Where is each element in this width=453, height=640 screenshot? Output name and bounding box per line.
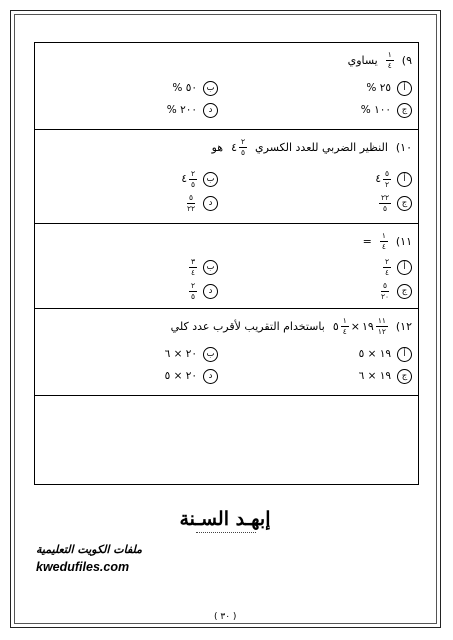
option-value: ٢٠ × ٦ xyxy=(164,348,197,360)
question-number: ١١) xyxy=(395,234,412,248)
numerator: ٢ xyxy=(190,281,195,290)
option-b[interactable] xyxy=(165,343,218,365)
denominator: ٥ xyxy=(241,147,246,157)
option-d[interactable] xyxy=(167,99,218,121)
option-letter-badge: ج xyxy=(397,103,412,118)
option-letter-badge: ب xyxy=(203,347,218,362)
whole-part: ٥ xyxy=(332,319,339,333)
option-letter-badge: ج xyxy=(397,369,412,384)
numerator: ٥ xyxy=(382,281,387,290)
fraction xyxy=(341,317,349,335)
option-letter-badge: د xyxy=(203,196,218,211)
option-letter-badge: أ xyxy=(397,347,412,362)
option-value xyxy=(185,194,197,212)
whole-part: ٤ xyxy=(375,173,381,185)
question-text: باستخدام التقريب لأقرب عدد كلي xyxy=(170,319,325,333)
option-b[interactable] xyxy=(189,256,218,278)
numerator: ١ xyxy=(342,316,347,325)
option-c[interactable] xyxy=(379,280,412,302)
page-number: ( ٣٠ ) xyxy=(214,612,237,622)
option-letter-badge: ج xyxy=(397,196,412,211)
empty-answer-box xyxy=(34,395,419,485)
logo-text: إبهـد السـنة xyxy=(179,508,271,530)
question-number: ١٢) xyxy=(395,319,412,333)
question-9-box xyxy=(34,42,419,130)
numerator: ١١ xyxy=(377,316,386,325)
question-11-header xyxy=(41,230,412,252)
option-c[interactable] xyxy=(361,99,412,121)
question-10-box xyxy=(34,129,419,224)
option-a[interactable] xyxy=(383,256,412,278)
question-12-header xyxy=(41,315,412,337)
option-letter-badge: أ xyxy=(397,172,412,187)
option-letter-badge: ب xyxy=(203,172,218,187)
option-letter-badge: أ xyxy=(397,260,412,275)
option-value xyxy=(181,170,197,188)
fraction xyxy=(383,170,391,188)
numerator: ٢ xyxy=(241,137,246,146)
option-letter-badge: د xyxy=(203,369,218,384)
site-name-arabic: ملفات الكويت التعليمية xyxy=(36,543,143,556)
times-sign: × xyxy=(350,319,360,333)
option-a[interactable] xyxy=(375,168,412,190)
option-value xyxy=(379,194,391,212)
option-value: ٥٠ % xyxy=(172,82,197,94)
question-suffix: = xyxy=(362,234,372,248)
option-d[interactable] xyxy=(189,280,218,302)
denominator: ١٢ xyxy=(377,326,386,336)
numerator: ٥ xyxy=(188,193,193,202)
option-value: ٢٠ × ٥ xyxy=(164,370,197,382)
denominator: ٥ xyxy=(190,291,195,301)
denominator: ٢٠ xyxy=(380,291,389,301)
fraction xyxy=(386,51,394,69)
numerator: ١ xyxy=(387,50,392,59)
fraction xyxy=(376,317,388,335)
mixed-number xyxy=(231,138,247,156)
option-d[interactable] xyxy=(165,365,218,387)
option-letter-badge: ب xyxy=(203,81,218,96)
whole-part: ٤ xyxy=(231,140,238,154)
numerator: ٢٢ xyxy=(380,193,389,202)
question-9-header xyxy=(41,49,412,71)
question-suffix: هو xyxy=(211,140,224,154)
option-value xyxy=(383,258,391,276)
fraction xyxy=(239,138,247,156)
question-number: ١٠) xyxy=(395,140,412,154)
option-value xyxy=(189,282,197,300)
option-a[interactable] xyxy=(366,77,412,99)
denominator: ٤ xyxy=(384,267,389,277)
question-text: النظير الضربي للعدد الكسري xyxy=(255,140,388,154)
numerator: ٢ xyxy=(384,257,389,266)
denominator: ٥ xyxy=(190,179,195,189)
logo-underline xyxy=(196,532,256,534)
option-c[interactable] xyxy=(379,192,412,214)
numerator: ٢ xyxy=(190,169,195,178)
option-letter-badge: ب xyxy=(203,260,218,275)
option-c[interactable] xyxy=(359,365,412,387)
denominator: ٥ xyxy=(382,203,387,213)
option-d[interactable] xyxy=(185,192,218,214)
option-value: ٢٠٠ % xyxy=(166,104,197,116)
fraction xyxy=(189,170,197,188)
question-10-header xyxy=(41,136,412,158)
option-value: ١٩ × ٦ xyxy=(358,370,391,382)
denominator: ٤ xyxy=(387,60,392,70)
question-text: يساوي xyxy=(347,53,378,67)
option-value xyxy=(375,170,391,188)
logo xyxy=(150,508,300,538)
question-number: ٩) xyxy=(401,53,412,67)
whole-part: ٤ xyxy=(181,173,187,185)
option-value xyxy=(189,258,197,276)
option-letter-badge: أ xyxy=(397,81,412,96)
option-value xyxy=(379,282,391,300)
option-value: ٢٥ % xyxy=(366,82,391,94)
denominator: ٢ xyxy=(384,179,389,189)
numerator: ٣ xyxy=(190,257,195,266)
option-value: ١٩ × ٥ xyxy=(358,348,391,360)
option-letter-badge: ج xyxy=(397,284,412,299)
option-b[interactable] xyxy=(181,168,218,190)
denominator: ٤ xyxy=(381,241,386,251)
option-letter-badge: د xyxy=(203,103,218,118)
option-letter-badge: د xyxy=(203,284,218,299)
denominator: ٢٢ xyxy=(186,203,195,213)
denominator: ٤ xyxy=(342,326,347,336)
option-value: ١٠٠ % xyxy=(360,104,391,116)
question-11-box xyxy=(34,223,419,309)
option-a[interactable] xyxy=(359,343,412,365)
multiplication-expression xyxy=(333,317,388,335)
denominator: ٤ xyxy=(190,267,195,277)
question-12-box xyxy=(34,308,419,396)
fraction xyxy=(380,232,388,250)
site-url[interactable]: kwedufiles.com xyxy=(36,560,130,574)
numerator: ١ xyxy=(381,231,386,240)
numerator: ٥ xyxy=(384,169,389,178)
option-b[interactable] xyxy=(172,77,218,99)
whole-part: ١٩ xyxy=(361,319,374,333)
